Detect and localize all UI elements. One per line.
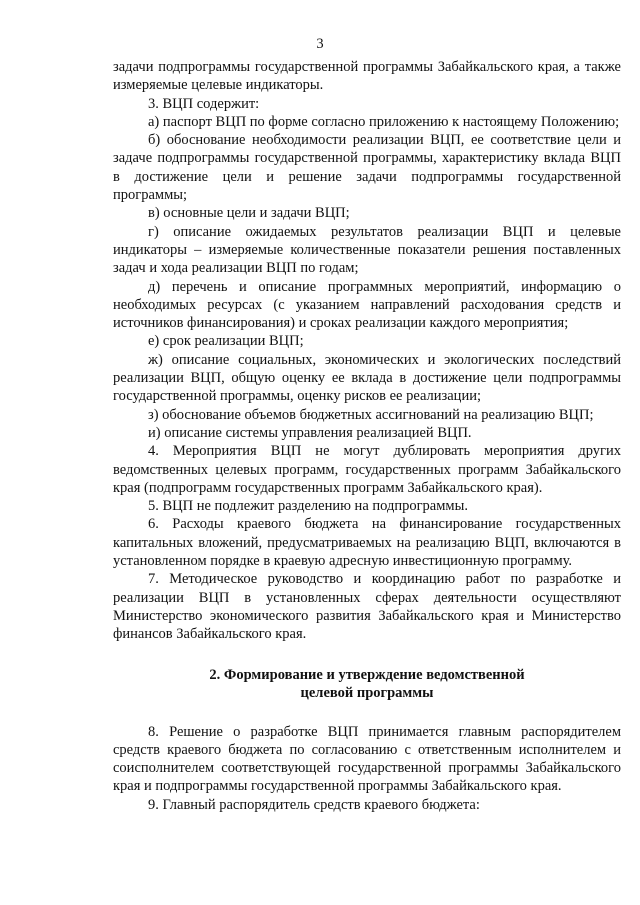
paragraph: в) основные цели и задачи ВЦП;	[148, 205, 350, 222]
paragraph: задачи подпрограммы государственной программы Забайкальского края, а также измеряемые целевые индикаторы.	[113, 59, 621, 94]
paragraph: е) срок реализации ВЦП;	[148, 333, 304, 350]
paragraph: 4. Мероприятия ВЦП не могут дублировать мероприятия других ведомственных целевых программ, государственных программ Забайкальского края (подпрограмм государственных программ Забайкальского края).	[113, 443, 621, 496]
paragraph: 5. ВЦП не подлежит разделению на подпрограммы.	[148, 498, 468, 515]
paragraph: 7. Методическое руководство и координацию работ по разработке и реализации ВЦП в установленных сферах деятельности осуществляют Министерство экономического развития Забайкальского края и Министерство финансов Забайкальского края.	[113, 571, 621, 643]
paragraphs-after-heading	[113, 723, 621, 814]
paragraph: г) описание ожидаемых результатов реализации ВЦП и целевые индикаторы – измеряемые количественные показатели решения поставленных задач и хода реализации ВЦП по годам;	[113, 223, 621, 277]
paragraph: 8. Решение о разработке ВЦП принимается главным распорядителем средств краевого бюджета по согласованию с ответственным исполнителем и соисполнителем соответствующей государственной программы Забайкальского края и подпрограммы государственной программы Забайкальского края.	[113, 723, 621, 795]
paragraphs-before-heading	[113, 58, 621, 644]
section-heading	[113, 666, 621, 702]
section-heading-line-1: 2. Формирование и утверждение ведомственной	[209, 666, 525, 683]
paragraph: ж) описание социальных, экономических и экологических последствий реализации ВЦП, общую оценку ее вклада в достижение цели подпрограммы государственной программы, оценку рисков ее реализации;	[113, 351, 621, 405]
paragraph: и) описание системы управления реализацией ВЦП.	[148, 424, 472, 441]
paragraph: а) паспорт ВЦП по форме согласно приложению к настоящему Положению;	[148, 113, 620, 130]
document-body	[113, 58, 621, 814]
page-number: 3	[316, 36, 324, 52]
paragraph: 9. Главный распорядитель средств краевого бюджета:	[148, 796, 480, 813]
section-heading-line-2: целевой программы	[300, 684, 434, 701]
paragraph: д) перечень и описание программных мероприятий, информацию о необходимых ресурсах (с указанием направлений расходования средств и источников финансирования) и сроках реализации каждого мероприятия;	[113, 278, 621, 332]
paragraph: б) обоснование необходимости реализации ВЦП, ее соответствие цели и задаче подпрограммы государственной программы, характеристику вклада ВЦП в достижение цели и решение задачи подпрограммы государственной программы;	[113, 132, 621, 204]
paragraph: 3. ВЦП содержит:	[148, 95, 260, 112]
paragraph: з) обоснование объемов бюджетных ассигнований на реализацию ВЦП;	[148, 406, 594, 423]
paragraph: 6. Расходы краевого бюджета на финансирование государственных капитальных вложений, предусматриваемых на реализацию ВЦП, включаются в установленном порядке в краевую адресную инвестиционную программу.	[113, 516, 621, 570]
